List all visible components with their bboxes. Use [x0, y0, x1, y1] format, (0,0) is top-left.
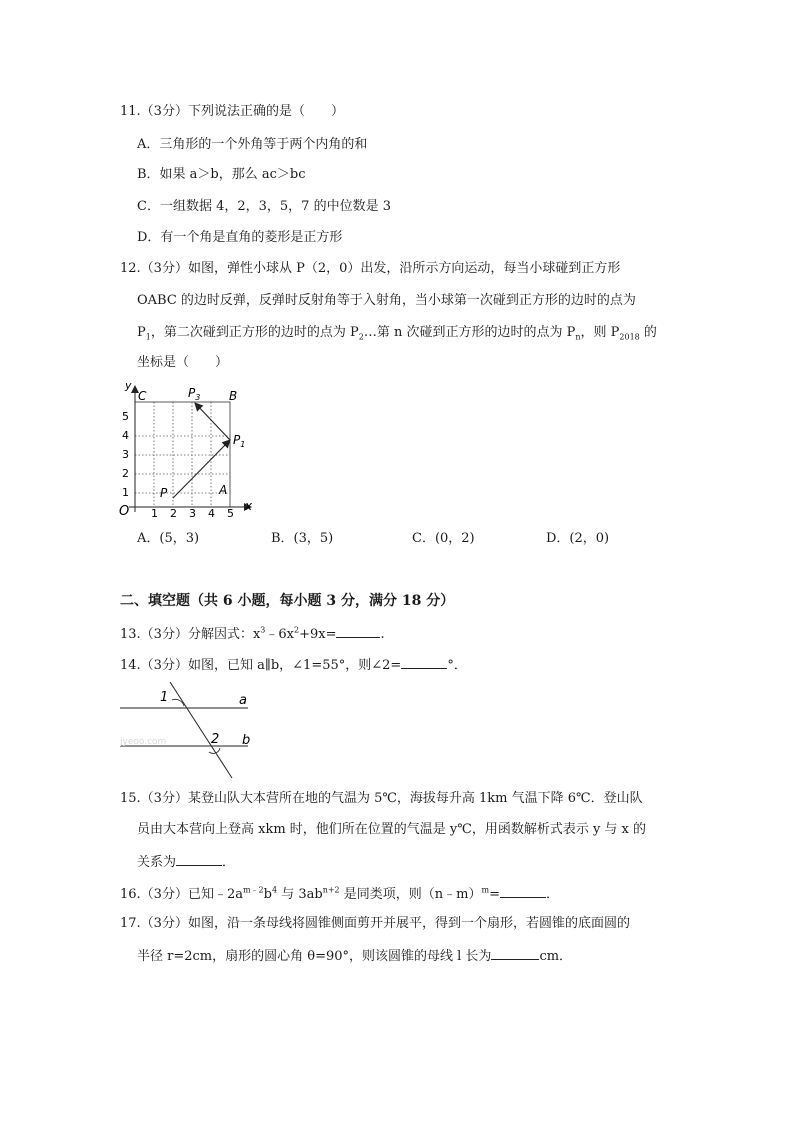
y-tick-3: 3 [122, 448, 129, 461]
q16-line: 16.（3分）已知$﹣2a^{m﹣2}b^4$ 与 $3ab^{n+2}$ 是同类项，则（n﹣m）$^m$= ． [120, 885, 559, 902]
x-tick-3: 3 [189, 507, 196, 520]
section-heading: 二、填空题（共 6 小题，每小题 3 分，满分 18 分） [120, 593, 455, 609]
y-axis-label: y [125, 380, 132, 392]
q12-option-c: C．(0，2) [412, 531, 475, 546]
label-p1: $P_1$ [233, 433, 246, 449]
q16-answer-blank[interactable] [500, 885, 546, 898]
q12-line4: 坐标是（ ） [137, 355, 229, 370]
q11-option-c: C．一组数据 4，2，3，5，7 的中位数是 3 [137, 199, 391, 214]
q12-option-b: B．(3，5) [271, 531, 334, 546]
label-b: b [242, 733, 251, 748]
path-p1-to-p3 [195, 403, 230, 440]
label-c: C [138, 389, 147, 403]
x-tick-5: 5 [227, 507, 234, 520]
watermark: jyeoo.com [120, 737, 167, 747]
y-tick-2: 2 [122, 467, 129, 480]
y-tick-4: 4 [122, 429, 129, 442]
q12-square-figure [113, 380, 258, 520]
q12-option-d: D．(2，0) [546, 531, 610, 546]
y-tick-5: 5 [122, 410, 129, 423]
label-p3: $P_3$ [188, 386, 201, 402]
origin-label: O [119, 504, 130, 519]
q12-option-a: A．(5，3) [137, 531, 200, 546]
transversal [170, 682, 232, 778]
q15-line1: 15.（3分）某登山队大本营所在地的气温为 5℃，海拔每升高 1km 气温下降 6℃．登山队 [120, 791, 643, 806]
q11-option-a: A．三角形的一个外角等于两个内角的和 [137, 137, 368, 152]
q15-line3: 关系为 ． [137, 855, 236, 870]
label-a: A [219, 483, 228, 497]
label-a: a [239, 693, 247, 708]
angle-2-label: 2 [211, 732, 220, 747]
angle-1-label: 1 [160, 690, 169, 705]
x-axis-label: x [245, 499, 253, 513]
q11-stem: 11.（3分）下列说法正确的是（ ） [120, 104, 344, 119]
q14-line: 14.（3分）如图，已知 a∥b，∠1=55°，则∠2= °． [120, 658, 467, 673]
q17-line1: 17.（3分）如图，沿一条母线将圆锥侧面剪开并展平，得到一个扇形，若圆锥的底面圆的 [120, 916, 630, 931]
q17-line2: 半径 r=2cm，扇形的圆心角 θ=90°，则该圆锥的母线 l 长为 cm． [137, 949, 573, 964]
x-tick-1: 1 [151, 507, 158, 520]
y-tick-1: 1 [122, 486, 129, 499]
q12-line2: OABC 的边时反弹，反弹时反射角等于入射角，当小球第一次碰到正方形的边时的点为 [137, 293, 636, 308]
q15-answer-blank[interactable] [176, 853, 222, 866]
q12-line1: 12.（3分）如图，弹性小球从 P（2，0）出发，沿所示方向运动，每当小球碰到正方形 [120, 261, 621, 276]
q13-answer-blank[interactable] [336, 625, 380, 638]
q14-parallel-lines-figure [118, 678, 263, 783]
q11-option-d: D．有一个角是直角的菱形是正方形 [137, 230, 343, 245]
q17-answer-blank[interactable] [491, 947, 539, 960]
q15-line2: 员由大本营向上登高 xkm 时，他们所在位置的气温是 y℃，用函数解析式表示 y 与 x 的 [137, 822, 647, 837]
x-tick-4: 4 [208, 507, 215, 520]
x-tick-2: 2 [170, 507, 177, 520]
q13-line: 13.（3分）分解因式：$x^3﹣6x^2+9x=$ . [120, 625, 385, 642]
label-b: B [229, 389, 238, 403]
q11-option-b: B．如果 a＞b，那么 ac＞bc [137, 167, 306, 182]
label-p: P [160, 486, 168, 500]
q14-answer-blank[interactable] [401, 656, 447, 669]
q12-line3: $P_1$，第二次碰到正方形的边时的点为 $P_2\dots$第 n 次碰到正方形的边时的点为 $P_n$，则 $P_{2018}$ 的 [137, 325, 657, 342]
